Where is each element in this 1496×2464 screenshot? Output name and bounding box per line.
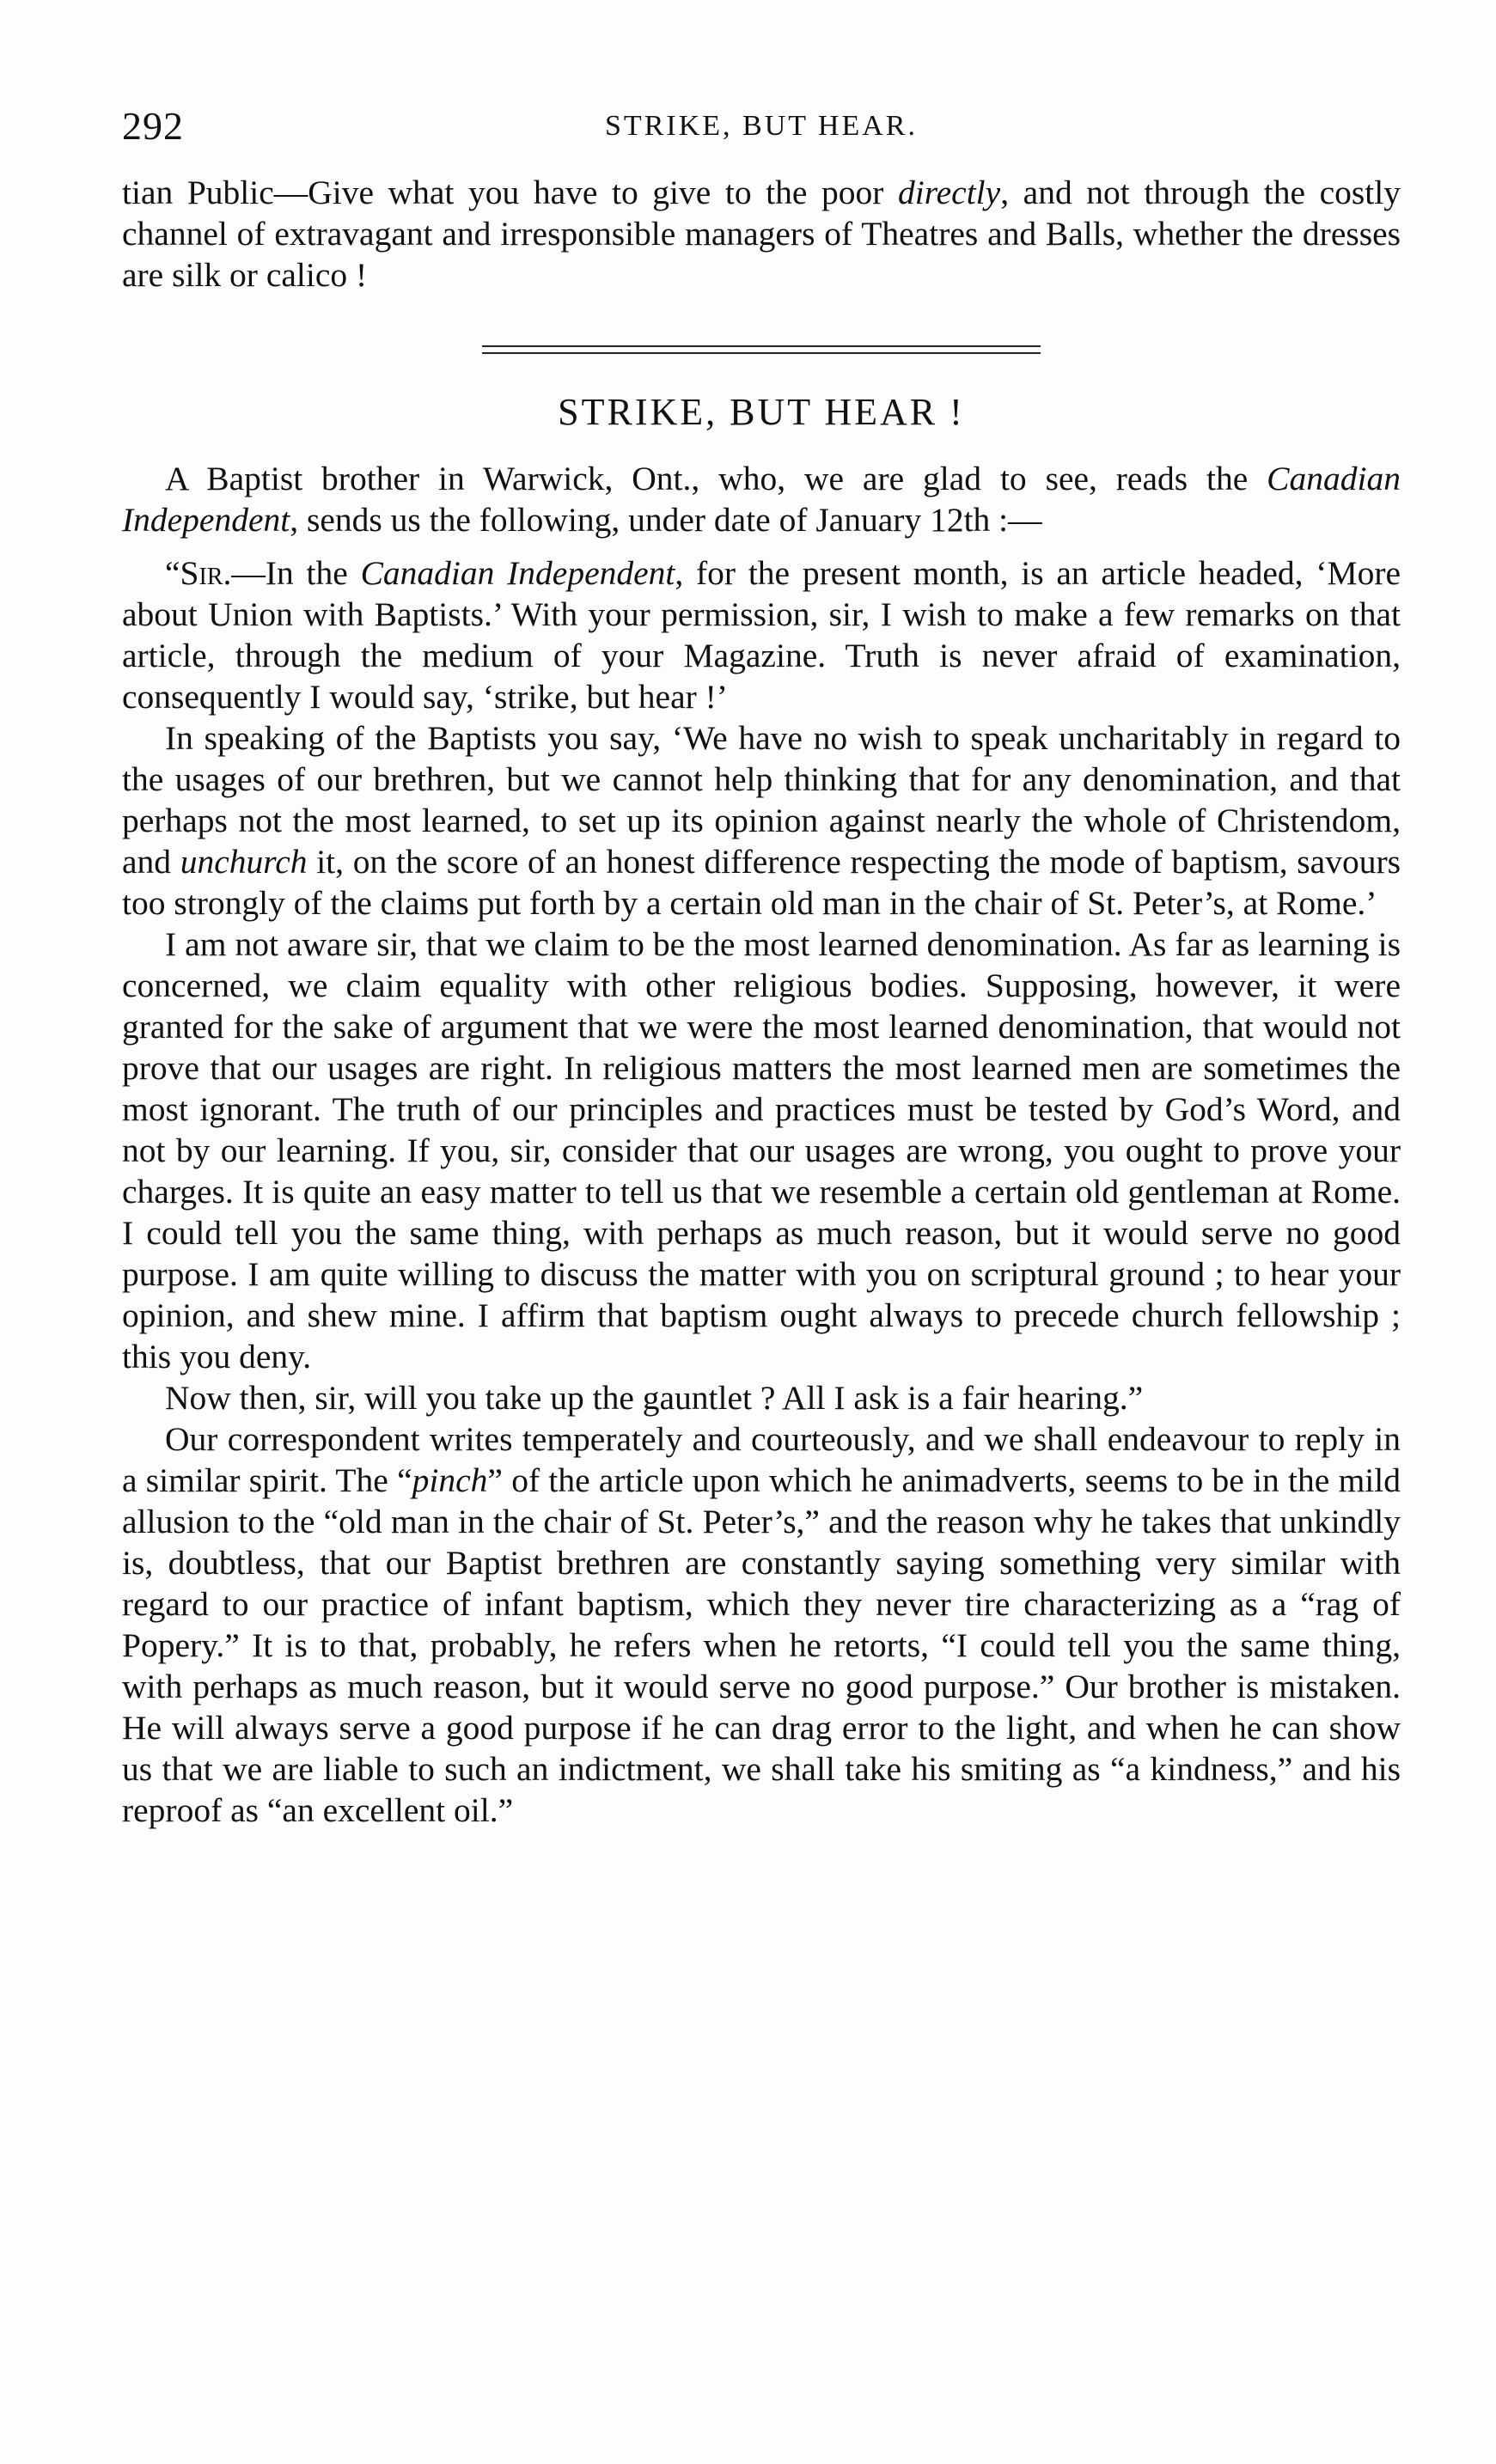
article-paragraph-4: I am not aware sir, that we claim to be the most learned denomination. As far as learning is concerned, we claim equality with other religious bodies. Supposing, however, it were granted for the sake of argument that we were the most learned denomination, that would not prove that our usages are right. In religious matters the most learned men are sometimes the most ignorant. The truth of our principles and practices must be tested by God’s Word, and not by our learning. If you, sir, consider that our usages are wrong, you ought to prove your charges. It is quite an easy matter to tell us that we resemble a certain old gentleman at Rome. I could tell you the same thing, with perhaps as much reason, but it would serve no good purpose. I am quite willing to discuss the matter with you on scriptural ground ; to hear your opinion, and shew mine. I affirm that baptism ought always to precede church fellowship ; this you deny. xyxy=(122,925,1401,1375)
p1-italic: Canadian Independent xyxy=(122,460,1401,539)
divider-line-top xyxy=(482,345,1041,352)
article-paragraph-6 xyxy=(122,1418,1401,1831)
p3-italic: unchurch xyxy=(180,843,308,881)
p6-text-1: Our correspondent writes temperately and courteously, and we shall endeavour to reply in a similar spirit. The “ xyxy=(122,1420,1401,1499)
article-paragraph-2 xyxy=(122,552,1401,717)
article-paragraph-3 xyxy=(122,717,1401,924)
p1-text-2: , sends us the following, under date of January 12th :— xyxy=(290,501,1042,539)
p2-italic: Canadian Independent xyxy=(360,554,675,592)
intro-text-1: tian Public—Give what you have to give to the poor xyxy=(122,174,899,211)
intro-text-2: , and not through the costly channel of extravagant and irresponsible managers of Theatres and Balls, whether the dresses are silk or calico ! xyxy=(122,174,1401,294)
p3-text-2: it, on the score of an honest difference respecting the mode of baptism, savours too strongly of the claims put forth by a certain old man in the chair of St. Peter’s, at Rome.’ xyxy=(122,843,1401,922)
p2-open-quote: “ xyxy=(165,554,180,592)
section-divider xyxy=(482,345,1041,354)
p2-text-2: , for the present month, is an article headed, ‘More about Union with Baptists.’ With your permission, sir, I wish to make a few remarks on that article, through the medium of your Magazine. Truth is never afraid of examination, consequently I would say, ‘strike, but hear !’ xyxy=(122,554,1401,716)
book-page xyxy=(122,103,1401,1831)
p2-text-1: .—In the xyxy=(223,554,361,592)
divider-line-bottom xyxy=(482,352,1041,354)
article-paragraph-1 xyxy=(122,458,1401,540)
page-number: 292 xyxy=(122,104,184,148)
intro-italic: directly xyxy=(898,174,1001,211)
p2-sir: Sir xyxy=(180,554,223,592)
article-title: STRIKE, BUT HEAR ! xyxy=(558,391,965,433)
p6-text-2: ” of the article upon which he animadverts, seems to be in the mild allusion to the “old man in the chair of St. Peter’s,” and the reason why he takes that unkindly is, doubtless, that our Baptist brethren are constantly saying something very similar with regard to our practice of infant baptism, which they never tire characterizing as a “rag of Popery.” It is to that, probably, he refers when he retorts, “I could tell you the same thing, with perhaps as much reason, but it would serve no good purpose.” Our brother is mistaken. He will always serve a good purpose if he can drag error to the light, and when he can show us that we are liable to such an indictment, we shall take his smiting as “a kindness,” and his reproof as “an excellent oil.” xyxy=(122,1461,1401,1829)
p1-text-1: A Baptist brother in Warwick, Ont., who, we are glad to see, reads the xyxy=(165,460,1267,497)
intro-paragraph xyxy=(122,172,1401,296)
p6-italic: pinch xyxy=(412,1461,488,1499)
running-title: STRIKE, BUT HEAR. xyxy=(605,110,918,142)
p3-text-1: In speaking of the Baptists you say, ‘We have no wish to speak uncharitably in regard to the usages of our brethren, but we cannot help thinking that for any denomination, and that perhaps not the most learned, to set up its opinion against nearly the whole of Christendom, and xyxy=(122,719,1401,881)
running-header xyxy=(122,103,1401,163)
article-paragraph-5: Now then, sir, will you take up the gauntlet ? All I ask is a fair hearing.” xyxy=(165,1379,1144,1417)
